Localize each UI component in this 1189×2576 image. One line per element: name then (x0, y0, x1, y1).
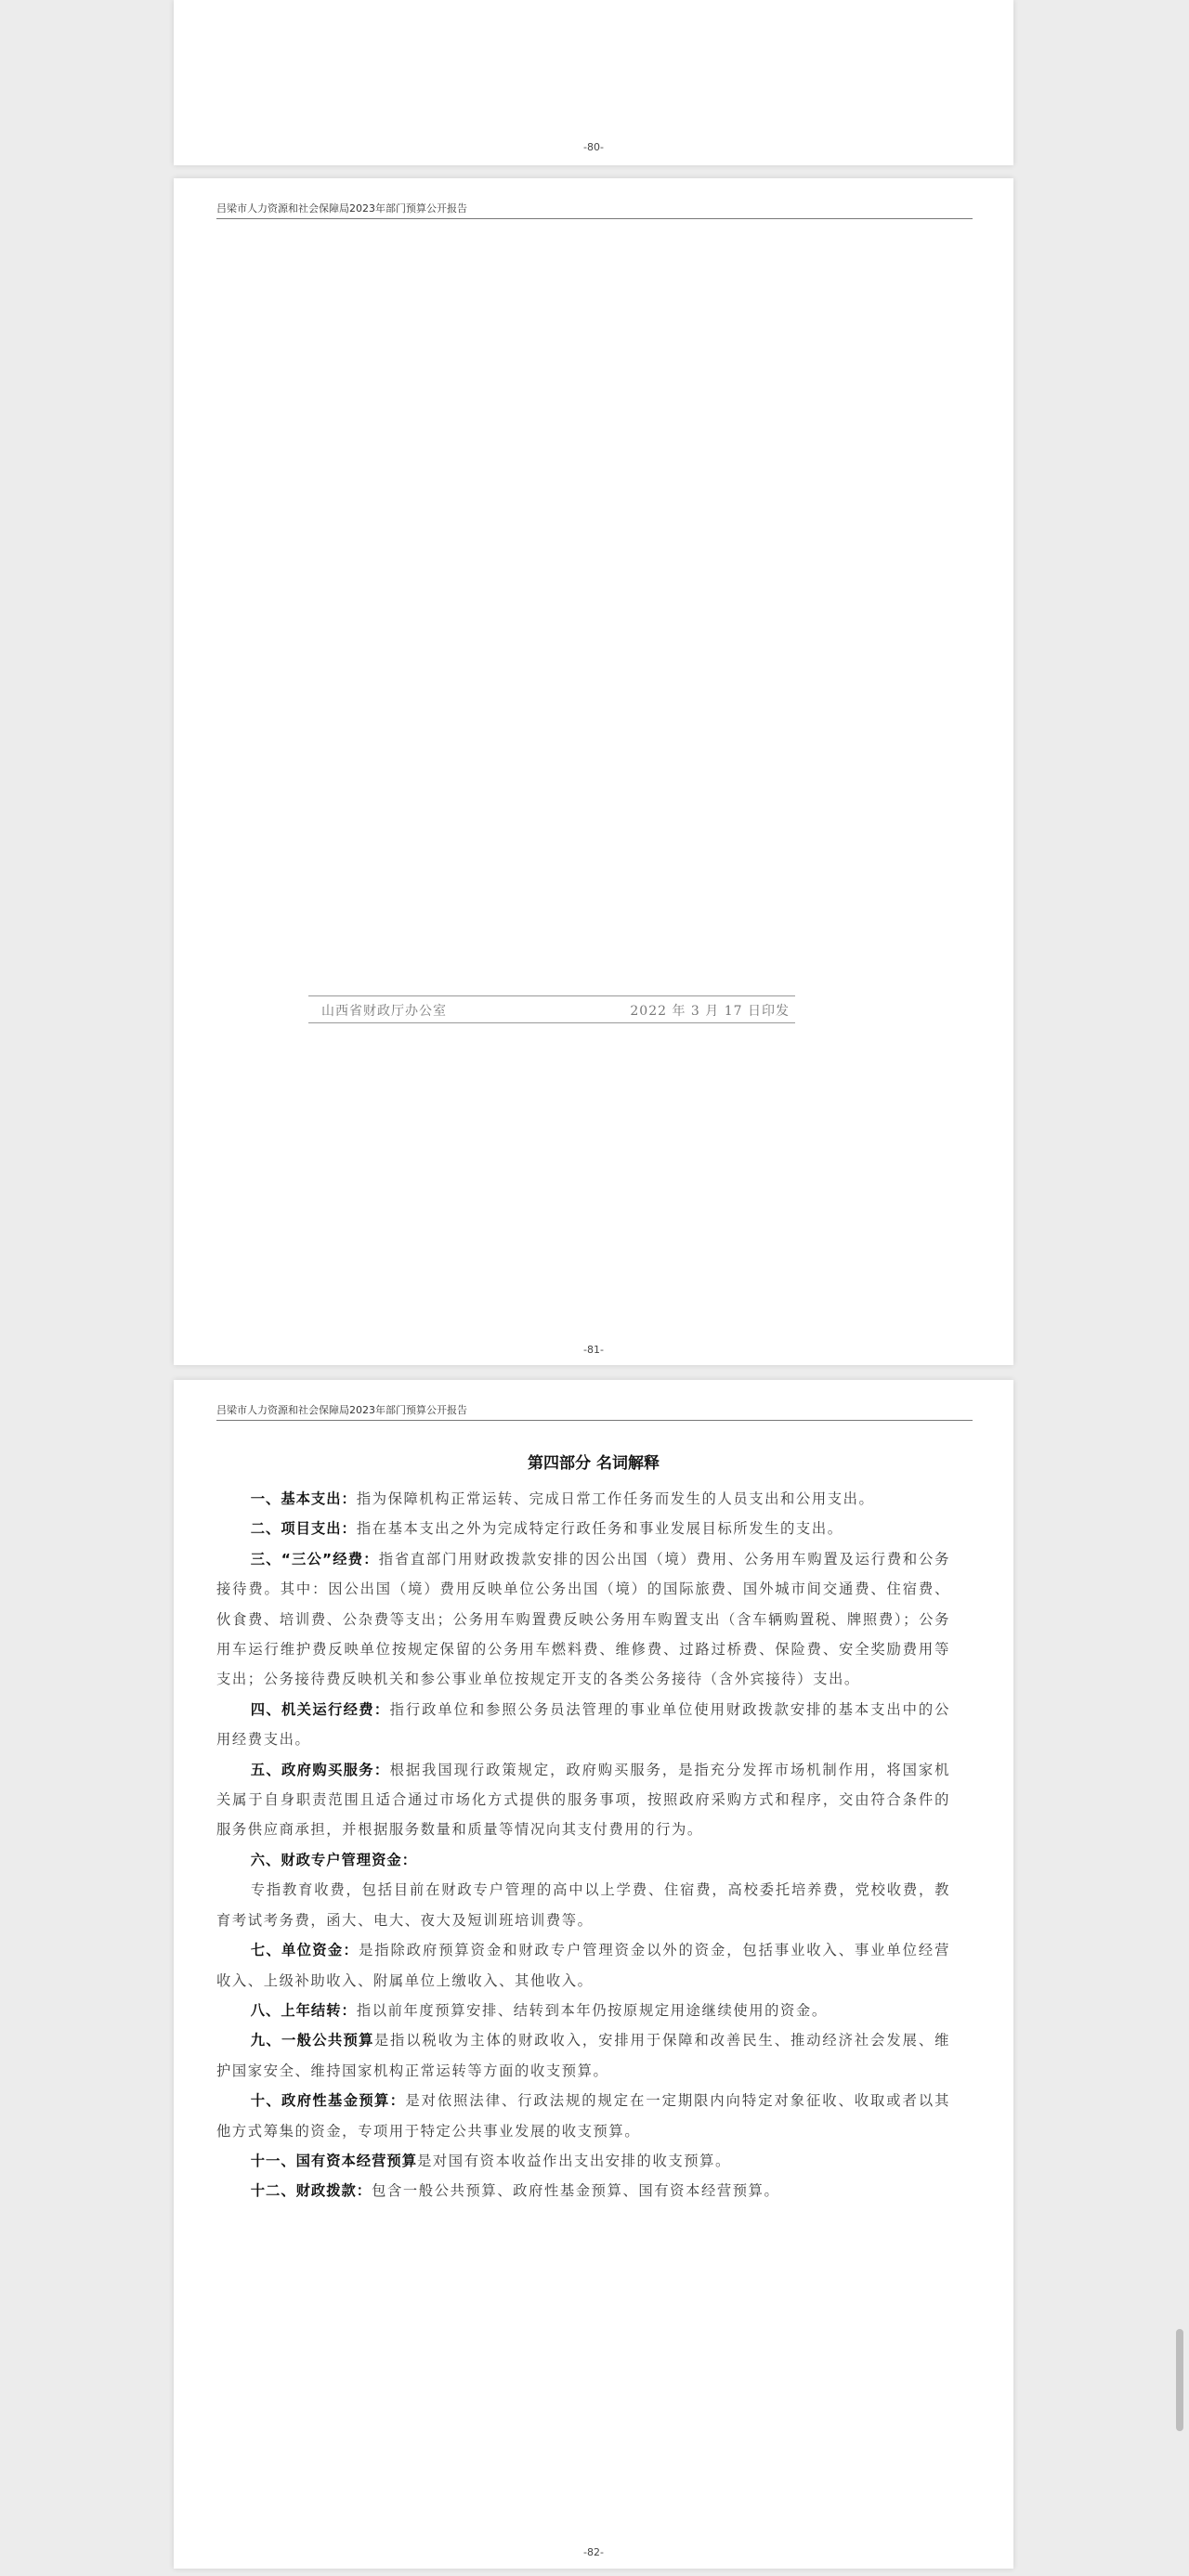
page-81 (174, 178, 1013, 1365)
imprint-office: 山西省财政厅办公室 (321, 1004, 447, 1019)
term-definition: 指在基本支出之外为完成特定行政任务和事业发展目标所发生的支出。 (356, 1520, 843, 1538)
term-definition: 包含一般公共预算、政府性基金预算、国有资本经营预算。 (372, 2182, 780, 2200)
term-name: 六、财政专户管理资金： (250, 1851, 417, 1868)
term-definition: 专指教育收费，包括目前在财政专户管理的高中以上学费、住宿费，高校委托培养费，党校收费，教育考试考务费，函大、电大、夜大及短训班培训费等。 (216, 1881, 950, 1929)
running-header: 吕梁市人力资源和社会保障局2023年部门预算公开报告 (216, 202, 973, 219)
glossary-item (216, 2025, 950, 2086)
term-definition: 是指以税收为主体的财政收入，安排用于保障和改善民生、推动经济社会发展、维护国家安全、维持国家机构正常运转等方面的收支预算。 (216, 2032, 950, 2079)
term-name: 一、基本支出： (250, 1490, 357, 1507)
glossary-item (216, 1755, 950, 1845)
imprint-date: 2022 年 3 月 17 日印发 (630, 1004, 790, 1019)
glossary-item (216, 1695, 950, 1755)
glossary-item (216, 2086, 950, 2146)
term-definition: 是指除政府预算资金和财政专户管理资金以外的资金，包括事业收入、事业单位经营收入、上级补助收入、附属单位上缴收入、其他收入。 (216, 1942, 950, 1989)
term-name: 三、“三公”经费： (250, 1550, 379, 1568)
term-name: 五、政府购买服务： (250, 1761, 390, 1778)
page-82 (174, 1380, 1013, 2569)
term-name: 四、机关运行经费： (250, 1700, 390, 1718)
term-definition: 根据我国现行政策规定，政府购买服务，是指充分发挥市场机制作用，将国家机关属于自身职责范围且适合通过市场化方式提供的服务事项，按照政府采购方式和程序，交由符合条件的服务供应商承担，并根据服务数量和质量等情况向其支付费用的行为。 (216, 1761, 950, 1839)
glossary (216, 1484, 950, 2206)
term-definition: 指以前年度预算安排、结转到本年仍按原规定用途继续使用的资金。 (356, 2001, 828, 2019)
page-number: -80- (583, 141, 604, 153)
glossary-item (216, 1484, 950, 1514)
running-header: 吕梁市人力资源和社会保障局2023年部门预算公开报告 (216, 1404, 973, 1421)
term-definition: 是对国有资本收益作出支出安排的收支预算。 (417, 2152, 731, 2169)
imprint-line (308, 995, 795, 1023)
glossary-item (216, 2146, 950, 2176)
term-name: 二、项目支出： (250, 1520, 357, 1538)
glossary-item (216, 1845, 950, 1875)
page-number: -82- (583, 2546, 604, 2558)
term-definition: 指为保障机构正常运转、完成日常工作任务而发生的人员支出和公用支出。 (356, 1490, 875, 1507)
term-definition: 是对依照法律、行政法规的规定在一定期限内向特定对象征收、收取或者以其他方式筹集的资金，专项用于特定公共事业发展的收支预算。 (216, 2092, 950, 2140)
term-definition: 指行政单位和参照公务员法管理的事业单位使用财政拨款安排的基本支出中的公用经费支出。 (216, 1700, 950, 1749)
glossary-item (216, 1935, 950, 1996)
scrollbar-thumb[interactable] (1176, 2329, 1183, 2431)
term-name: 十二、财政拨款： (250, 2182, 372, 2200)
page-80 (174, 0, 1013, 165)
term-name: 十、政府性基金预算： (250, 2092, 406, 2110)
section-title: 第四部分 名词解释 (528, 1454, 660, 1473)
term-name: 八、上年结转： (250, 2001, 357, 2019)
glossary-item-detail (216, 1875, 950, 1935)
glossary-item (216, 1544, 950, 1695)
glossary-item (216, 1996, 950, 2025)
term-name: 九、一般公共预算 (250, 2032, 374, 2049)
page-number: -81- (583, 1344, 604, 1356)
term-name: 十一、国有资本经营预算 (250, 2152, 417, 2169)
glossary-item (216, 1514, 950, 1543)
term-name: 七、单位资金： (250, 1942, 359, 1959)
term-definition: 指省直部门用财政拨款安排的因公出国（境）费用、公务用车购置及运行费和公务接待费。其中：因公出国（境）费用反映单位公务出国（境）的国际旅费、国外城市间交通费、住宿费、伙食费、培训费、公杂费等支出；公务用车购置费反映公务用车购置支出（含车辆购置税、牌照费）；公务用车运行维护费反映单位按规定保留的公务用车燃料费、维修费、过路过桥费、保险费、安全奖励费用等支出；公务接待费反映机关和参公事业单位按规定开支的各类公务接待（含外宾接待）支出。 (216, 1550, 951, 1688)
glossary-item (216, 2176, 950, 2205)
